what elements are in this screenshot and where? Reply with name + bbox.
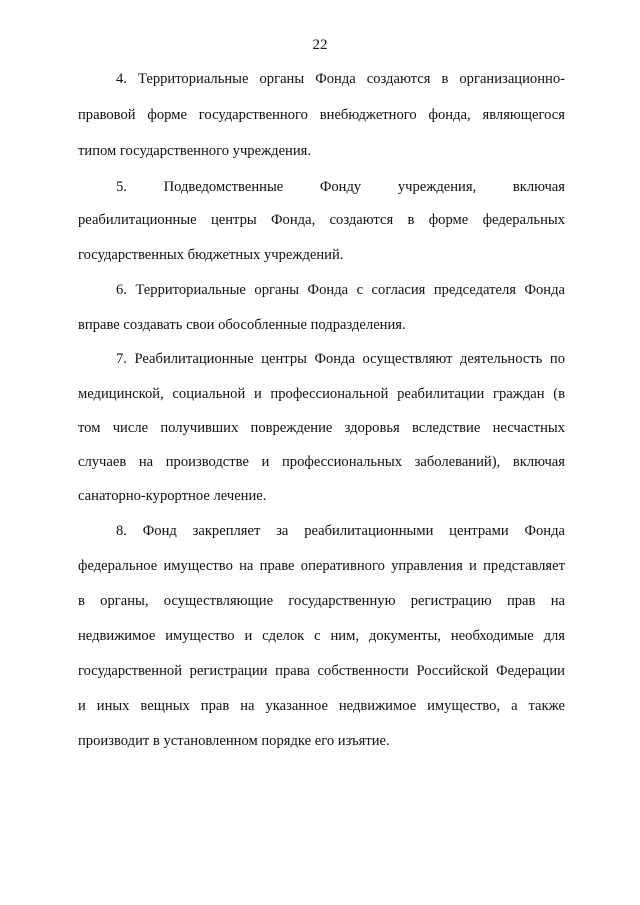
paragraph-line: медицинской, социальной и профессиональной реабилитации граждан (в <box>78 386 565 402</box>
paragraph-line: вправе создавать свои обособленные подразделения. <box>78 317 406 333</box>
paragraph-line: санаторно-курортное лечение. <box>78 488 267 504</box>
paragraph-line: 4. Территориальные органы Фонда создаются в организационно- <box>116 71 565 87</box>
paragraph-line: случаев на производстве и профессиональных заболеваний), включая <box>78 454 565 470</box>
paragraph-line: правовой форме государственного внебюджетного фонда, являющегося <box>78 107 565 123</box>
paragraph-line: государственной регистрации права собственности Российской Федерации <box>78 663 565 679</box>
paragraph-line: 8. Фонд закрепляет за реабилитационными центрами Фонда <box>116 523 565 539</box>
paragraph-line: реабилитационные центры Фонда, создаются в форме федеральных <box>78 212 565 228</box>
paragraph-line: и иных вещных прав на указанное недвижимое имущество, а также <box>78 698 565 714</box>
paragraph-line: в органы, осуществляющие государственную регистрацию прав на <box>78 593 565 609</box>
paragraph-line: 6. Территориальные органы Фонда с согласия председателя Фонда <box>116 282 565 298</box>
page-number: 22 <box>312 37 328 53</box>
paragraph-line: 5. Подведомственные Фонду учреждения, включая <box>116 179 565 195</box>
paragraph-line: недвижимое имущество и сделок с ним, документы, необходимые для <box>78 628 565 644</box>
paragraph-line: типом государственного учреждения. <box>78 143 312 159</box>
paragraph-line: государственных бюджетных учреждений. <box>78 247 344 263</box>
paragraph-line: 7. Реабилитационные центры Фонда осуществляют деятельность по <box>116 351 565 367</box>
paragraph-line: производит в установленном порядке его изъятие. <box>78 733 390 749</box>
paragraph-line: федеральное имущество на праве оперативного управления и представляет <box>78 558 565 574</box>
paragraph-line: том числе получивших повреждение здоровья вследствие несчастных <box>78 420 565 436</box>
